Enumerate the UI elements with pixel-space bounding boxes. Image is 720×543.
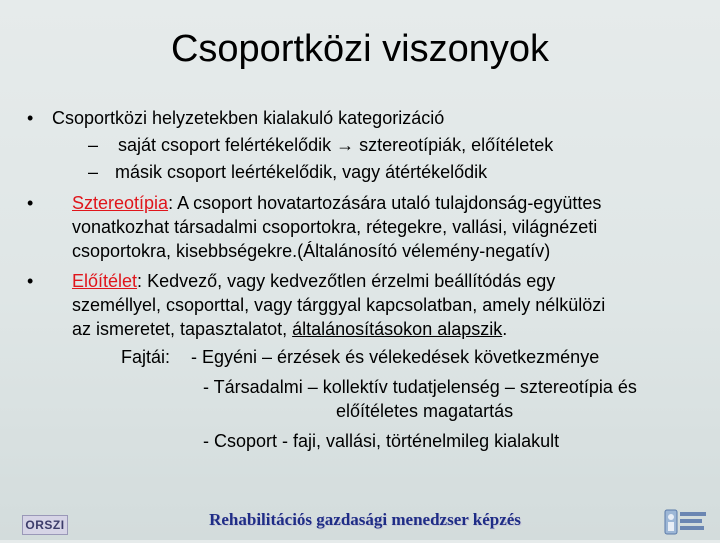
bullet-marker: • <box>27 108 34 128</box>
orszi-logo: ORSZI <box>22 515 68 535</box>
sub-item-own-group-text-a: saját csoport felértékelődik <box>118 135 337 155</box>
type-social-cont: előítéletes magatartás <box>336 401 514 421</box>
prejudice-underlined: általánosításokon alapszik <box>292 319 503 339</box>
footer-title: Rehabilitációs gazdasági menedzser képzés <box>209 510 521 529</box>
prejudice-line-3a: az ismeretet, tapasztalatot, <box>72 319 293 339</box>
dash-marker: – <box>88 162 99 182</box>
slide-title: Csoportközi viszonyok <box>170 28 550 70</box>
bullet-stereotype <box>72 192 601 214</box>
prejudice-line-2: személlyel, csoporttal, vagy tárggyal kapcsolatban, amely nélkülözi <box>72 295 606 315</box>
colon: : <box>168 193 174 213</box>
sub-item-other-group: másik csoport leértékelődik, vagy átértékelődik <box>115 162 488 182</box>
stereotype-line-2: vonatkozhat társadalmi csoportokra, rétegekre, vallási, világnézeti <box>72 217 598 237</box>
dash-marker: – <box>88 135 99 155</box>
stereotype-line-3: csoportokra, kisebbségekre.(Általánosító vélemény-negatív) <box>72 241 551 261</box>
stereotype-line-1: A csoport hovatartozására utaló tulajdonság-együttes <box>173 193 602 213</box>
period: . <box>502 319 508 339</box>
type-social: - Társadalmi – kollektív tudatjelenség – sztereotípia és <box>203 377 637 397</box>
type-group: - Csoport - faji, vallási, történelmileg kialakult <box>203 431 560 451</box>
bullet-categorization: Csoportközi helyzetekben kialakuló kategorizáció <box>52 108 445 128</box>
bullet-marker: • <box>27 271 34 291</box>
institution-logo-icon <box>664 508 708 538</box>
type-individual: - Egyéni – érzések és vélekedések következménye <box>191 347 600 367</box>
colon: : <box>137 271 143 291</box>
arrow-icon: → <box>336 135 355 155</box>
types-label: Fajtái: <box>121 347 171 367</box>
term-stereotype: Sztereotípia <box>72 193 169 213</box>
prejudice-line-3 <box>72 318 507 340</box>
bullet-prejudice <box>72 270 555 292</box>
sub-item-own-group <box>118 134 553 156</box>
bullet-marker: • <box>27 193 34 213</box>
prejudice-line-1: Kedvező, vagy kedvezőtlen érzelmi beállítódás egy <box>142 271 556 291</box>
term-prejudice: Előítélet <box>72 271 138 291</box>
sub-item-own-group-text-b: sztereotípiák, előítéletek <box>354 135 554 155</box>
